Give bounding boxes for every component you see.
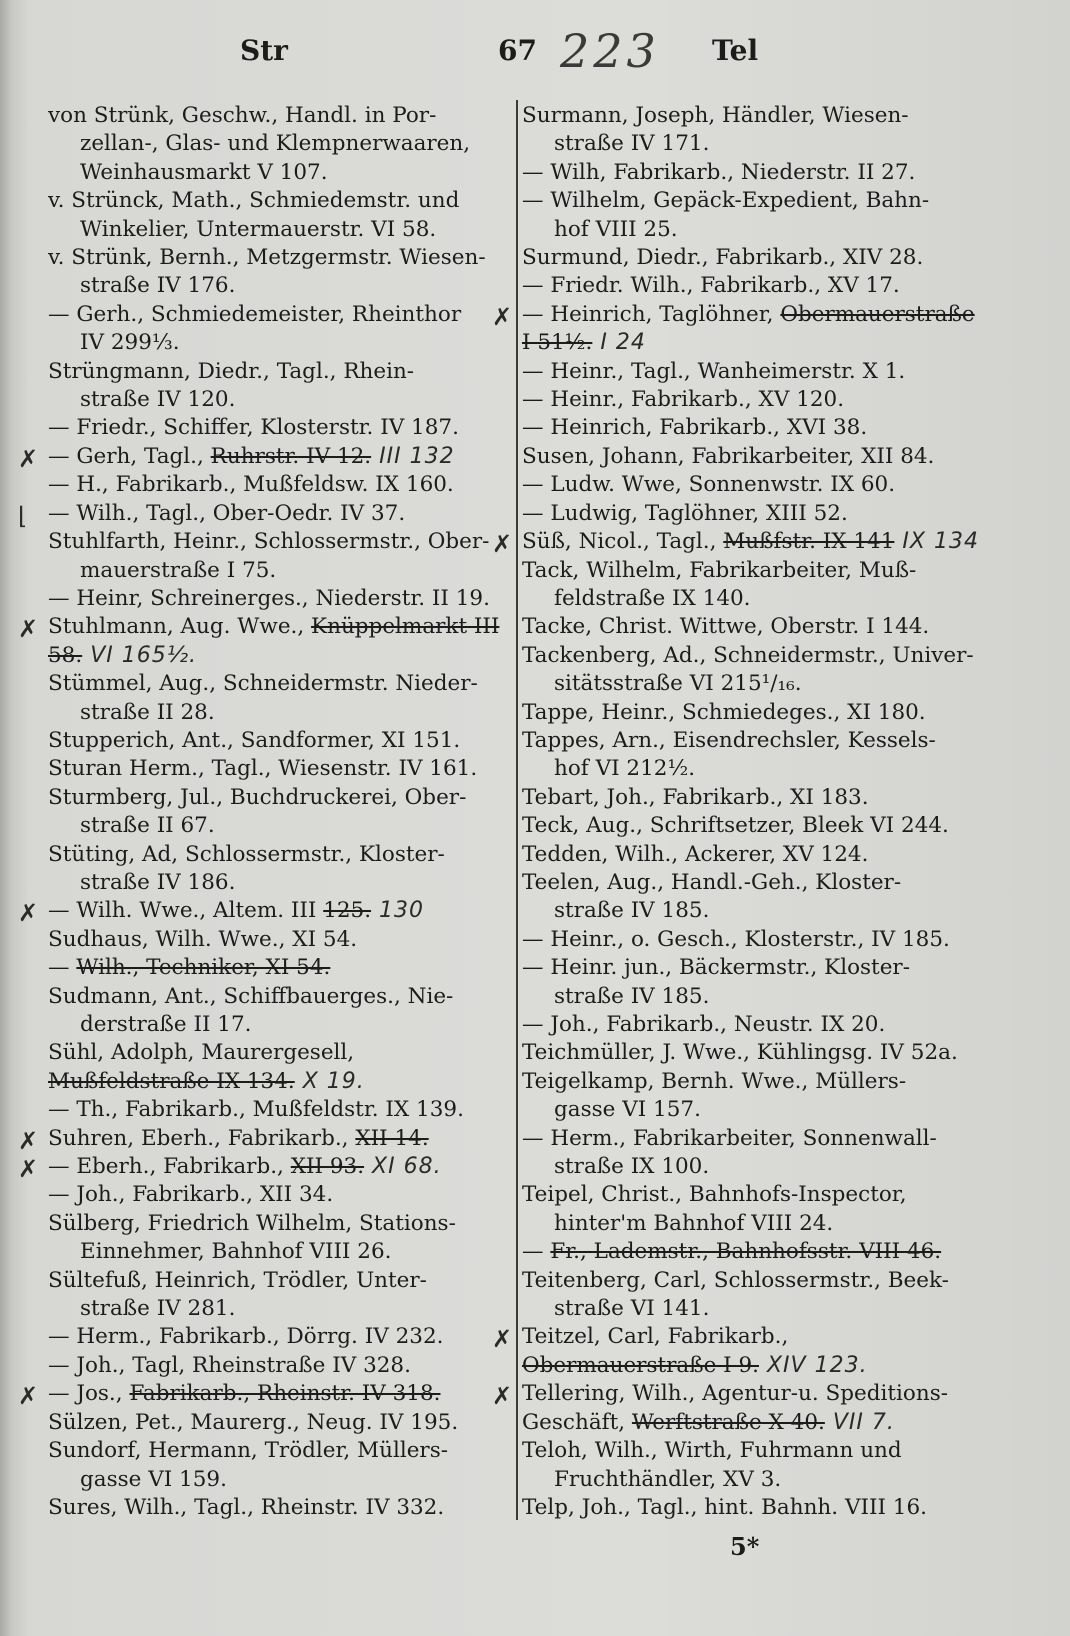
directory-entry [48,1409,504,1437]
entry-line: hinter'm Bahnhof VIII 24. [554,1210,834,1236]
entry-line: Teelen, Aug., Handl.-Geh., Kloster- [522,869,902,895]
entry-line [48,954,504,982]
entry-line: derstraße II 17. [80,1012,252,1037]
directory-entry [522,414,982,442]
directory-entry [522,1494,982,1522]
entry-line: Tedden, Wilh., Ackerer, XV 124. [522,841,869,867]
handwritten-mark-icon: ✗ [492,1325,513,1354]
handwritten-correction: VII 7. [824,1409,895,1435]
directory-entry [522,699,982,727]
header-right-word: Tel [712,34,759,67]
directory-entry [522,954,982,1011]
directory-entry [522,613,982,641]
directory-entry [522,642,982,699]
entry-line: Teloh, Wilh., Wirth, Fuhrmann und [522,1438,902,1464]
entry-line [48,613,504,670]
directory-entry [522,244,982,272]
entry-text: — Eberh., Fabrikarb., [48,1154,291,1180]
entry-line [48,1039,504,1096]
entry-text: — [522,1239,551,1265]
directory-entry [48,983,504,1040]
handwritten-correction: IX 134 [894,529,979,555]
entry-text: Sühl, Adolph, Maurergesell, [48,1040,355,1066]
entry-line [522,528,982,556]
directory-entry [522,102,982,159]
entry-line: — Heinr. jun., Bäckermstr., Kloster- [522,955,910,981]
entry-text: — Jos., [48,1381,130,1407]
struck-address: Knüppelmarkt III 58. [48,614,500,668]
entry-line: — Herm., Fabrikarbeiter, Sonnenwall- [522,1125,937,1151]
entry-line: feldstraße IX 140. [554,585,751,611]
handwritten-correction: 130 [371,898,425,924]
entry-line: Sudmann, Ant., Schiffbauerges., Nie- [48,983,454,1009]
entry-line: Fruchthändler, XV 3. [554,1466,782,1492]
entry-line: — Heinr., o. Gesch., Klosterstr., IV 185. [522,926,950,952]
entry-line: Surmann, Joseph, Händler, Wiesen- [522,103,909,128]
entry-line: straße IV 185. [554,983,710,1009]
entry-line: — Joh., Fabrikarb., Neustr. IX 20. [522,1012,886,1037]
entry-line: straße IV 281. [80,1296,236,1322]
directory-entry [48,471,504,499]
entry-line: Winkelier, Untermauerstr. VI 58. [80,216,437,242]
handwritten-correction: XI 68. [364,1154,442,1180]
entry-line: — Heinrich, Fabrikarb., XVI 38. [522,415,868,441]
struck-address: Obermauerstraße I 9. [522,1352,759,1378]
entry-line: — Ludwig, Taglöhner, XIII 52. [522,500,848,526]
entry-line: Sudhaus, Wilh. Wwe., XI 54. [48,926,358,952]
entry-line: straße IV 171. [554,131,710,157]
entry-line: — Joh., Fabrikarb., XII 34. [48,1182,334,1208]
entry-line: Tappe, Heinr., Schmiedeges., XI 180. [522,699,926,725]
directory-entry [522,272,982,300]
handwritten-mark-icon: ✗ [492,1382,513,1411]
directory-entry [48,1437,504,1494]
entry-line: — Joh., Tagl, Rheinstraße IV 328. [48,1352,411,1378]
directory-entry [48,784,504,841]
struck-address: Obermauerstraße I 51½. [522,301,975,356]
entry-line: Teigelkamp, Bernh. Wwe., Müllers- [522,1068,907,1094]
entry-line: Teck, Aug., Schriftsetzer, Bleek VI 244. [522,813,949,839]
directory-entry [522,926,982,954]
entry-line: — Ludw. Wwe, Sonnenwstr. IX 60. [522,472,896,498]
entry-line: — H., Fabrikarb., Mußfeldsw. IX 160. [48,472,454,498]
entry-line: v. Strünk, Bernh., Metzgermstr. Wiesen- [48,245,486,271]
handwritten-mark-icon: ✗ [18,899,39,928]
directory-entry [522,1437,982,1494]
handwritten-page-number: 223 [560,24,660,78]
directory-entry [48,1494,504,1522]
entry-line: Tack, Wilhelm, Fabrikarbeiter, Muß- [522,557,917,583]
entry-line: Tackenberg, Ad., Schneidermstr., Univer- [522,642,974,668]
entry-line: Stupperich, Ant., Sandformer, XI 151. [48,727,461,753]
entry-text: Süß, Nicol., Tagl., [522,529,724,555]
entry-line [522,1380,982,1437]
entry-line: von Strünk, Geschw., Handl. in Por- [48,103,437,128]
entry-line: Teipel, Christ., Bahnhofs-Inspector, [522,1182,907,1208]
handwritten-mark-icon: ✗ [18,444,39,473]
entry-line: Sures, Wilh., Tagl., Rheinstr. IV 332. [48,1494,445,1520]
directory-entry [18,500,504,530]
entry-line [48,1153,504,1181]
entry-line: Weinhausmarkt V 107. [80,159,328,185]
directory-entry [522,159,982,187]
entry-line: Stümmel, Aug., Schneidermstr. Nieder- [48,671,478,697]
directory-entry [522,869,982,926]
entry-line: straße IV 185. [554,898,710,924]
entry-line: zellan-, Glas- und Klempnerwaaren, [80,131,471,157]
entry-line: gasse VI 159. [80,1466,227,1492]
directory-entry [48,1352,504,1380]
entry-line: straße IV 176. [80,273,236,299]
entry-line: Sturan Herm., Tagl., Wiesenstr. IV 161. [48,756,478,782]
entry-line: Telp, Joh., Tagl., hint. Bahnh. VIII 16. [522,1494,927,1520]
entry-line: Sültefuß, Heinrich, Trödler, Unter- [48,1267,427,1293]
entry-line: — Heinr., Fabrikarb., XV 120. [522,387,845,413]
entry-text: Tellering, Wilh., Agentur-u. Speditions-Geschäft, [522,1381,948,1435]
directory-entry [48,1323,504,1351]
entry-line: — Heinr, Schreinerges., Niederstr. II 19. [48,585,490,611]
struck-address: Mußfeldstraße IX 134. [48,1068,295,1094]
entry-line: hof VI 212½. [554,756,696,782]
struck-address: Fr., Lademstr., Bahnhofsstr. VIII 46. [550,1239,942,1265]
directory-entry [522,1068,982,1125]
entry-line [522,1238,982,1266]
directory-entry [522,812,982,840]
struck-address: XII 93. [290,1154,365,1180]
struck-address: Werftstraße X 40. [631,1409,825,1435]
directory-entry [48,414,504,442]
directory-entry [492,1380,982,1437]
entry-line: Susen, Johann, Fabrikarbeiter, XII 84. [522,443,935,469]
signature-mark: 5* [730,1532,760,1561]
handwritten-correction: XIV 123. [758,1352,868,1378]
entry-line: straße II 28. [80,699,215,725]
handwritten-mark-icon: ✗ [18,1155,39,1184]
handwritten-mark-icon: ⌊ [18,501,28,530]
entry-line: — Gerh., Schmiedemeister, Rheinthor [48,301,462,327]
directory-entry [48,670,504,727]
struck-address: Wilh., Techniker, XI 54. [76,955,331,981]
directory-entry [18,1380,504,1411]
entry-line: IV 299⅓. [80,330,180,356]
directory-entry [48,187,504,244]
entry-line: Tacke, Christ. Wittwe, Oberstr. I 144. [522,614,930,640]
entry-line [522,1323,982,1380]
entry-line: straße IX 100. [554,1154,710,1180]
handwritten-mark-icon: ✗ [18,1382,39,1411]
entry-line: hof VIII 25. [554,216,678,242]
page-header [0,24,1070,78]
directory-entry [18,613,504,670]
entry-line: — Friedr., Schiffer, Klosterstr. IV 187. [48,415,459,441]
handwritten-mark-icon: ✗ [492,530,513,559]
header-left-word: Str [240,34,288,67]
directory-entry [48,727,504,755]
entry-text: — Wilh. Wwe., Altem. III [48,898,324,924]
directory-entry [18,897,504,928]
directory-entry [48,585,504,613]
directory-entry [48,1267,504,1324]
column-divider [516,100,518,1520]
directory-entry [522,1039,982,1067]
directory-entry [18,1153,504,1184]
struck-address: XII 14. [355,1125,429,1151]
directory-entry [522,784,982,812]
entry-line: Stüting, Ad, Schlossermstr., Kloster- [48,841,445,867]
handwritten-mark-icon: ✗ [18,615,39,644]
entry-line: straße IV 186. [80,869,236,895]
directory-entry [18,1125,504,1155]
entry-line: — Herm., Fabrikarb., Dörrg. IV 232. [48,1324,444,1350]
handwritten-correction: VI 165½. [82,642,198,668]
directory-entry [522,1125,982,1182]
directory-entry [492,528,982,559]
entry-text: Suhren, Eberh., Fabrikarb., [48,1125,356,1151]
directory-entry [522,386,982,414]
directory-entry [48,358,504,415]
entry-line [48,897,504,925]
directory-entry [522,1011,982,1039]
entry-line [48,1380,504,1408]
directory-entry [522,358,982,386]
entry-line: Sülzen, Pet., Maurerg., Neug. IV 195. [48,1409,459,1435]
entry-line: Sundorf, Hermann, Trödler, Müllers- [48,1438,449,1464]
entry-line [522,301,982,358]
entry-line: Strüngmann, Diedr., Tagl., Rhein- [48,358,415,384]
entry-line: — Wilhelm, Gepäck-Expedient, Bahn- [522,188,930,214]
entry-line: Tappes, Arn., Eisendrechsler, Kessels- [522,727,936,753]
struck-address: 125. [323,898,372,924]
directory-entry [48,244,504,301]
directory-entry [522,1181,982,1238]
entry-line: Sülberg, Friedrich Wilhelm, Stations- [48,1210,456,1236]
handwritten-correction: X 19. [294,1068,365,1094]
directory-entry [522,500,982,528]
directory-entry [48,1039,504,1096]
directory-entry [522,727,982,784]
directory-entry [522,187,982,244]
entry-line: — Wilh, Fabrikarb., Niederstr. II 27. [522,159,916,185]
directory-entry [48,1181,504,1209]
entry-text: Teitzel, Carl, Fabrikarb., [522,1324,789,1350]
handwritten-correction: I 24 [592,330,646,356]
entry-line: Sturmberg, Jul., Buchdruckerei, Ober- [48,784,467,810]
right-column [492,102,982,1522]
entry-line: sitätsstraße VI 215¹/₁₆. [554,671,802,697]
entry-line: mauerstraße I 75. [80,557,277,583]
entry-line: Einnehmer, Bahnhof VIII 26. [80,1239,392,1265]
entry-line: Teitenberg, Carl, Schlossermstr., Beek- [522,1267,949,1293]
directory-entry [522,1267,982,1324]
handwritten-mark-icon: ✗ [492,302,513,331]
directory-entry [48,1096,504,1124]
entry-line: — Heinr., Tagl., Wanheimerstr. X 1. [522,358,906,384]
entry-line: v. Strünck, Math., Schmiedemstr. und [48,188,460,214]
directory-entry [48,1210,504,1267]
entry-line: Stuhlfarth, Heinr., Schlossermstr., Ober- [48,529,490,555]
entry-line: straße IV 120. [80,387,236,413]
directory-entry [522,841,982,869]
handwritten-mark-icon: ✗ [18,1126,39,1155]
struck-address: Ruhrstr. IV 12. [210,443,372,469]
entry-line: gasse VI 157. [554,1097,701,1123]
struck-address: Fabrikarb., Rheinstr. IV 318. [129,1381,441,1407]
directory-entry [522,471,982,499]
directory-entry [48,841,504,898]
directory-entry [522,443,982,471]
entry-text: — Heinrich, Taglöhner, [522,301,781,327]
entry-line: Tebart, Joh., Fabrikarb., XI 183. [522,784,869,810]
struck-address: Mußfstr. IX 141 [723,529,895,555]
entry-line: — Wilh., Tagl., Ober-Oedr. IV 37. [48,500,406,526]
directory-entry [522,1238,982,1266]
directory-entry [522,557,982,614]
entry-line [48,443,504,471]
directory-entry [48,755,504,783]
entry-text: — Gerh, Tagl., [48,443,211,469]
directory-entry [492,301,982,358]
directory-entry [492,1323,982,1380]
entry-line: Surmund, Diedr., Fabrikarb., XIV 28. [522,245,924,271]
directory-entry [48,301,504,358]
handwritten-correction: III 132 [371,443,455,469]
directory-entry [48,528,504,585]
directory-entry [48,102,504,187]
entry-line: straße VI 141. [554,1296,710,1322]
entry-line: straße II 67. [80,813,215,839]
entry-text: — [48,955,77,981]
left-column [18,102,504,1522]
entry-line [48,1125,504,1153]
directory-entry [48,954,504,982]
entry-line: Teichmüller, J. Wwe., Kühlingsg. IV 52a. [522,1040,958,1066]
page-number: 67 [498,34,537,67]
entry-line: — Friedr. Wilh., Fabrikarb., XV 17. [522,273,900,299]
directory-entry [18,443,504,473]
entry-text: Stuhlmann, Aug. Wwe., [48,614,312,640]
entry-line: — Th., Fabrikarb., Mußfeldstr. IX 139. [48,1097,464,1123]
directory-entry [48,926,504,954]
